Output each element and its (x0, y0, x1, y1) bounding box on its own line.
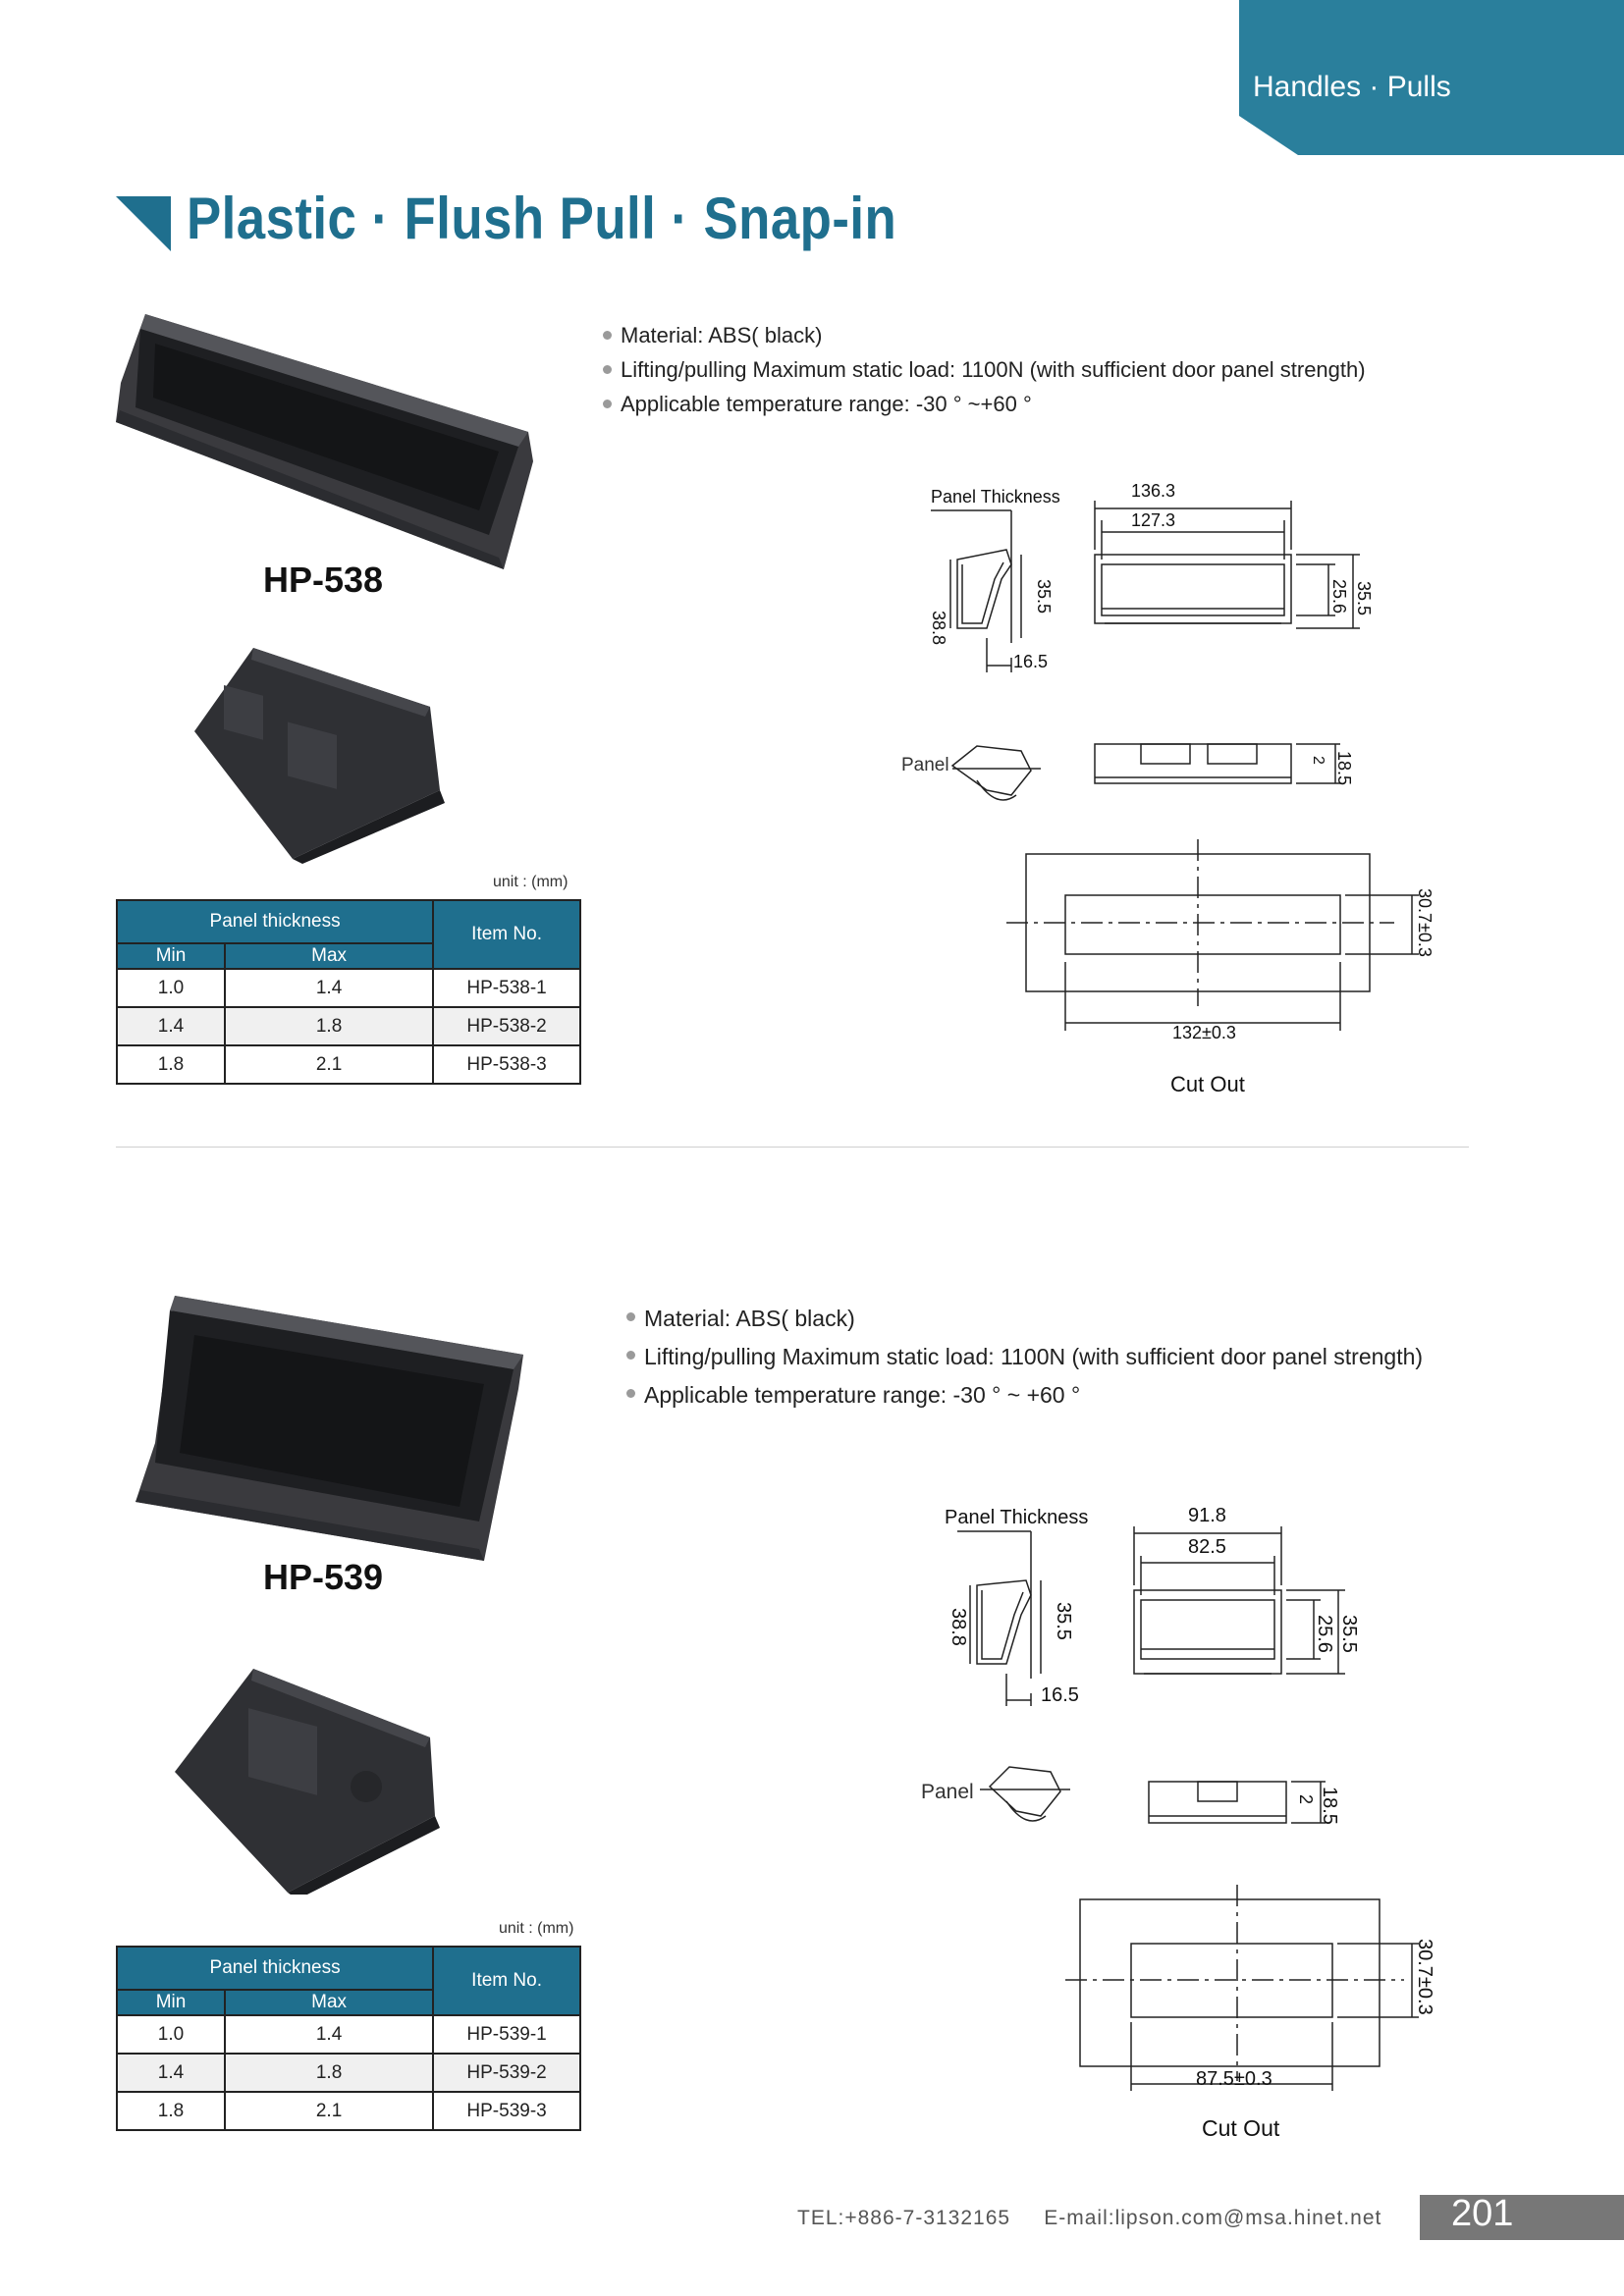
cell-min: 1.8 (117, 2092, 225, 2130)
spec-item: Material: ABS( black) (603, 318, 1487, 352)
dim-profile-height: 18.5 (1319, 1787, 1340, 1825)
table-item-header: Item No. (433, 900, 580, 969)
cell-max: 2.1 (225, 2092, 433, 2130)
dim-side-height: 35.5 (1034, 579, 1054, 614)
page-title: Plastic · Flush Pull · Snap-in (187, 186, 897, 251)
cell-max: 1.4 (225, 2015, 433, 2054)
label-cut-out: Cut Out (1170, 1072, 1245, 1096)
spec-item: Material: ABS( black) (626, 1300, 1510, 1338)
dim-inner-height: 25.6 (1329, 579, 1349, 614)
cell-min: 1.4 (117, 1007, 225, 1045)
spec-list (603, 318, 1487, 421)
dim-cut-width: 132±0.3 (1172, 1023, 1236, 1042)
section-divider (116, 1147, 1469, 1148)
table-row (117, 1007, 580, 1045)
cell-item: HP-539-2 (433, 2054, 580, 2092)
cell-min: 1.8 (117, 1045, 225, 1084)
label-panel-thickness: Panel Thickness (945, 1507, 1089, 1528)
title-marker-icon (116, 196, 171, 251)
label-cut-out: Cut Out (1202, 2115, 1280, 2141)
dim-outer-width: 91.8 (1188, 1505, 1226, 1526)
table-group-header: Panel thickness (117, 900, 433, 943)
cell-max: 2.1 (225, 1045, 433, 1084)
dim-inner-height: 25.6 (1314, 1615, 1335, 1653)
technical-drawing-hp538 (884, 471, 1492, 1109)
dim-outer-height: 35.5 (1354, 581, 1374, 616)
spec-item: Applicable temperature range: -30 ° ~+60 ° (603, 387, 1487, 421)
dim-cut-height: 30.7±0.3 (1414, 1939, 1435, 2015)
spec-item: Lifting/pulling Maximum static load: 1100N (with sufficient door panel strength) (603, 352, 1487, 387)
dim-depth: 16.5 (1041, 1684, 1079, 1706)
table-max-header: Max (225, 943, 433, 969)
model-name: HP-538 (263, 560, 384, 600)
dim-outer-width: 136.3 (1131, 481, 1176, 501)
cell-item: HP-539-1 (433, 2015, 580, 2054)
table-row (117, 969, 580, 1007)
dim-flange: 2 (1296, 1794, 1316, 1805)
product-photo-hp538-front (116, 314, 538, 569)
cell-min: 1.0 (117, 969, 225, 1007)
table-max-header: Max (225, 1990, 433, 2015)
dim-cut-width: 87.5±0.3 (1196, 2068, 1272, 2090)
model-name: HP-539 (263, 1557, 384, 1597)
panel-thickness-table (116, 899, 581, 1085)
dim-cut-height: 30.7±0.3 (1415, 888, 1435, 957)
technical-drawing-hp539 (903, 1492, 1492, 2150)
spec-item: Lifting/pulling Maximum static load: 1100N (with sufficient door panel strength) (626, 1338, 1510, 1376)
section-label: Handles · Pulls (1253, 71, 1451, 103)
panel-thickness-table (116, 1946, 581, 2131)
footer-contact: TEL:+886-7-3132165 E-mail:lipson.com@msa.hinet.net (797, 2207, 1382, 2229)
cell-item: HP-538-1 (433, 969, 580, 1007)
cell-min: 1.4 (117, 2054, 225, 2092)
unit-label: unit : (mm) (493, 874, 568, 890)
dim-depth: 16.5 (1013, 652, 1049, 671)
cell-max: 1.8 (225, 1007, 433, 1045)
table-min-header: Min (117, 1990, 225, 2015)
product-photo-hp538-back (194, 648, 450, 864)
table-row (117, 1045, 580, 1084)
cell-item: HP-538-3 (433, 1045, 580, 1084)
spec-item: Applicable temperature range: -30 ° ~ +60 ° (626, 1376, 1510, 1415)
dim-outer-height: 35.5 (1338, 1615, 1360, 1653)
spec-list (626, 1300, 1510, 1415)
dim-flange: 2 (1310, 756, 1326, 765)
dim-height: 38.8 (947, 1608, 969, 1646)
table-row (117, 2092, 580, 2130)
table-row (117, 2054, 580, 2092)
dim-side-height: 35.5 (1053, 1602, 1074, 1640)
label-panel: Panel (921, 1781, 974, 1803)
table-group-header: Panel thickness (117, 1947, 433, 1990)
cell-item: HP-539-3 (433, 2092, 580, 2130)
table-item-header: Item No. (433, 1947, 580, 2015)
dim-profile-height: 18.5 (1334, 751, 1354, 786)
table-row (117, 2015, 580, 2054)
page-number: 201 (1451, 2193, 1514, 2234)
label-panel-thickness: Panel Thickness (931, 487, 1060, 507)
cell-item: HP-538-2 (433, 1007, 580, 1045)
cell-min: 1.0 (117, 2015, 225, 2054)
dim-inner-width: 82.5 (1188, 1536, 1226, 1558)
product-photo-hp539-back (175, 1669, 450, 1895)
label-panel: Panel (901, 755, 949, 775)
table-min-header: Min (117, 943, 225, 969)
product-photo-hp539-front (135, 1296, 528, 1561)
dim-inner-width: 127.3 (1131, 510, 1176, 530)
cell-max: 1.4 (225, 969, 433, 1007)
cell-max: 1.8 (225, 2054, 433, 2092)
unit-label: unit : (mm) (499, 1920, 574, 1937)
dim-height: 38.8 (929, 611, 948, 646)
